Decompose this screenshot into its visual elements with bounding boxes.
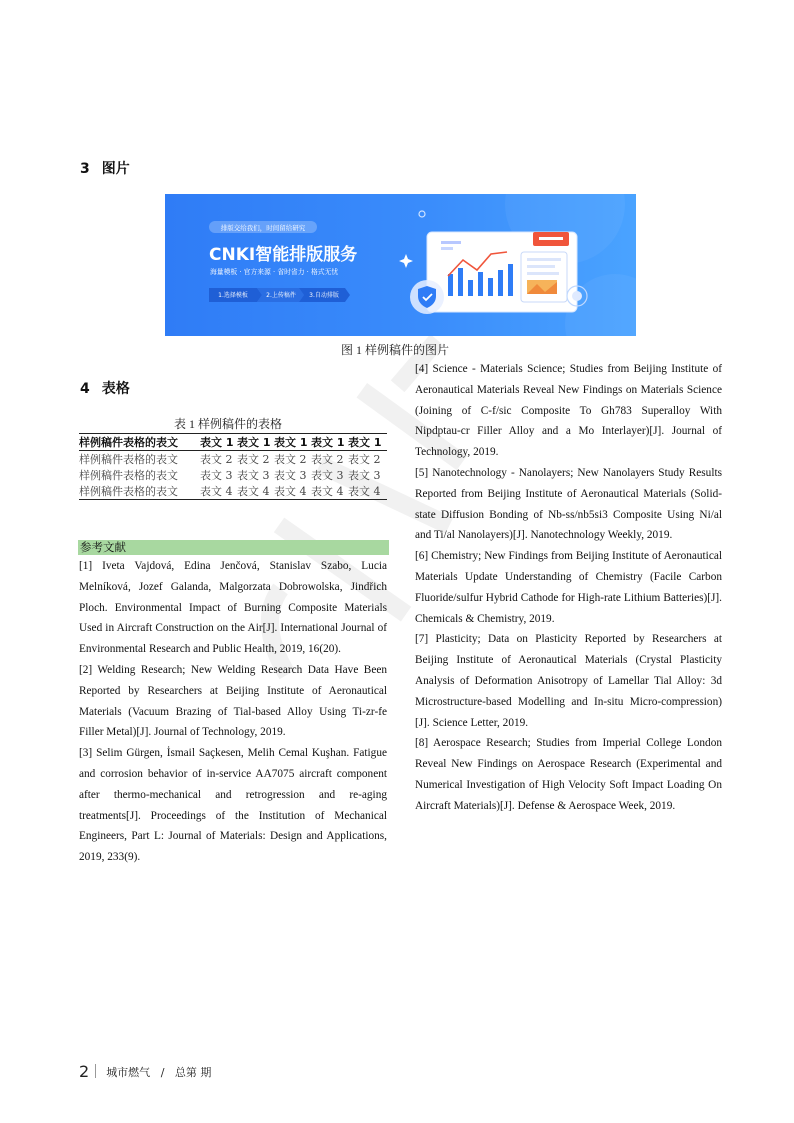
reference-item: [1] Iveta Vajdová, Edina Jenčová, Stanislav Szabo, Lucia Melníková, Jozef Galanda, Malgorzata Dobrowolska, Jindřich Ploch. Environmental Impact of Burning Composite Materials Used in Aircraft Construction on the Air[J]. International Journal of Environmental Research and Public Health, 2019, 16(20).	[79, 560, 387, 656]
journal-name: 城市燃气	[106, 1066, 151, 1079]
footer-separator: /	[160, 1066, 165, 1079]
section-number: 4	[80, 381, 90, 397]
page-number: 2	[79, 1062, 90, 1081]
table-cell: 表文 2	[200, 453, 233, 466]
section-heading-figure	[80, 158, 130, 178]
table-header-cell: 表文 1	[200, 434, 237, 451]
table-header-cell: 表文 1	[237, 434, 274, 451]
sample-table	[79, 433, 387, 500]
footer-divider	[95, 1064, 96, 1078]
banner-step-1: 1.选择模板	[218, 292, 248, 299]
banner-tagline: 排版交给我们，时间留给研究	[220, 224, 306, 232]
table-header-row	[79, 434, 387, 451]
table-cell: 表文 3	[237, 469, 270, 482]
table-header-cell: 表文 1	[348, 434, 387, 451]
reference-item: [4] Science - Materials Science; Studies from Beijing Institute of Aeronautical Materials Reveal New Findings on Materials Science (Joining of C-f/sic Composite To Gh783 Superalloy With Nipdptau-cr Filler Alloy and a Mo Interlayer)[J]. Journal of Technology, 2019.	[415, 363, 722, 459]
banner-illustration	[165, 194, 636, 336]
references-left-column	[79, 556, 387, 868]
table-cell: 表文 3	[200, 469, 233, 482]
table-cell: 样例稿件表格的表文	[79, 469, 178, 482]
table-cell: 表文 2	[237, 453, 270, 466]
section-number: 3	[80, 161, 90, 177]
table-cell: 表文 2	[274, 453, 307, 466]
table-header-cell: 表文 1	[311, 434, 348, 451]
references-heading: 参考文献	[78, 540, 389, 555]
banner-step-2: 2.上传稿件	[266, 292, 296, 299]
table-cell: 样例稿件表格的表文	[79, 483, 200, 500]
issue-label: 总第 期	[174, 1066, 212, 1079]
table-row	[79, 483, 387, 500]
table-cell: 表文 2	[348, 453, 381, 466]
table-cell: 表文 3	[348, 469, 381, 482]
table-cell: 表文 4	[200, 483, 237, 500]
figure-banner-image	[165, 194, 636, 336]
references-right-column	[415, 359, 722, 817]
table-cell: 表文 2	[311, 453, 344, 466]
page-footer	[79, 1062, 211, 1081]
reference-item: [2] Welding Research; New Welding Research Data Have Been Reported by Researchers at Beijing Institute of Aeronautical Materials (Vacuum Brazing of Tial-based Alloy Using Ti-zr-fe Filler Metal)[J]. Journal of Technology, 2019.	[79, 663, 387, 739]
banner-step-3: 3.自动排版	[309, 292, 339, 299]
table-cell: 表文 4	[348, 483, 387, 500]
section-title: 图片	[101, 161, 130, 177]
table-row	[79, 451, 387, 468]
reference-item: [7] Plasticity; Data on Plasticity Reported by Researchers at Beijing Institute of Aeronautical Materials (Crystal Plasticity Analysis of Deformation Anisotropy of Lamellar Tial Alloy: 3d Microstructure-based Modelling and In-situ Micro-compression)[J]. Science Letter, 2019.	[415, 633, 722, 729]
table-cell: 表文 3	[274, 469, 307, 482]
table-header-cell: 表文 1	[274, 434, 311, 451]
banner-features: 海量模板 · 官方来源 · 省时省力 · 格式无忧	[210, 268, 339, 276]
section-title: 表格	[101, 381, 130, 397]
figure-caption: 图 1 样例稿件的图片	[341, 343, 450, 357]
reference-item: [5] Nanotechnology - Nanolayers; New Nanolayers Study Results Reported from Beijing Institute of Aeronautical Materials (Solid-state Diffusion Bonding of Nb-ss/nb5si3 Composite Using Ni/al and Ti/al Nanolayers)[J]. Nanotechnology Weekly, 2019.	[415, 466, 722, 542]
reference-item: [6] Chemistry; New Findings from Beijing Institute of Aeronautical Materials Update Understanding of Chemistry (Facile Carbon Fluoride/sulfur Hybrid Cathode for High-rate Lithium Batteries)[J]. Chemicals & Chemistry, 2019.	[415, 550, 722, 625]
table-caption: 表 1 样例稿件的表格	[174, 417, 283, 431]
table-row	[79, 467, 387, 483]
table-cell: 表文 3	[311, 469, 344, 482]
reference-item: [8] Aerospace Research; Studies from Imperial College London Reveal New Findings on Aerospace Research (Experimental and Numerical Investigation of High Velocity Soft Impact Loading On Aircraft Materials)[J]. Defense & Aerospace Week, 2019.	[415, 737, 722, 812]
table-cell: 表文 4	[274, 483, 311, 500]
section-heading-table	[80, 378, 130, 398]
table-cell: 表文 4	[311, 483, 348, 500]
banner-title: CNKI智能排版服务	[209, 245, 358, 265]
table-cell: 样例稿件表格的表文	[79, 453, 178, 466]
table-cell: 表文 4	[237, 483, 274, 500]
reference-item: [3] Selim Gürgen, İsmail Saçkesen, Melih Cemal Kuşhan. Fatigue and corrosion behavior of in-service AA7075 aircraft component after thermo-mechanical and retrogression and re-aging treatments[J]. Proceedings of the Institution of Mechanical Engineers, Part L: Journal of Materials: Design and Applications, 2019, 233(9).	[79, 747, 387, 864]
table-header-cell: 样例稿件表格的表文	[79, 434, 200, 451]
